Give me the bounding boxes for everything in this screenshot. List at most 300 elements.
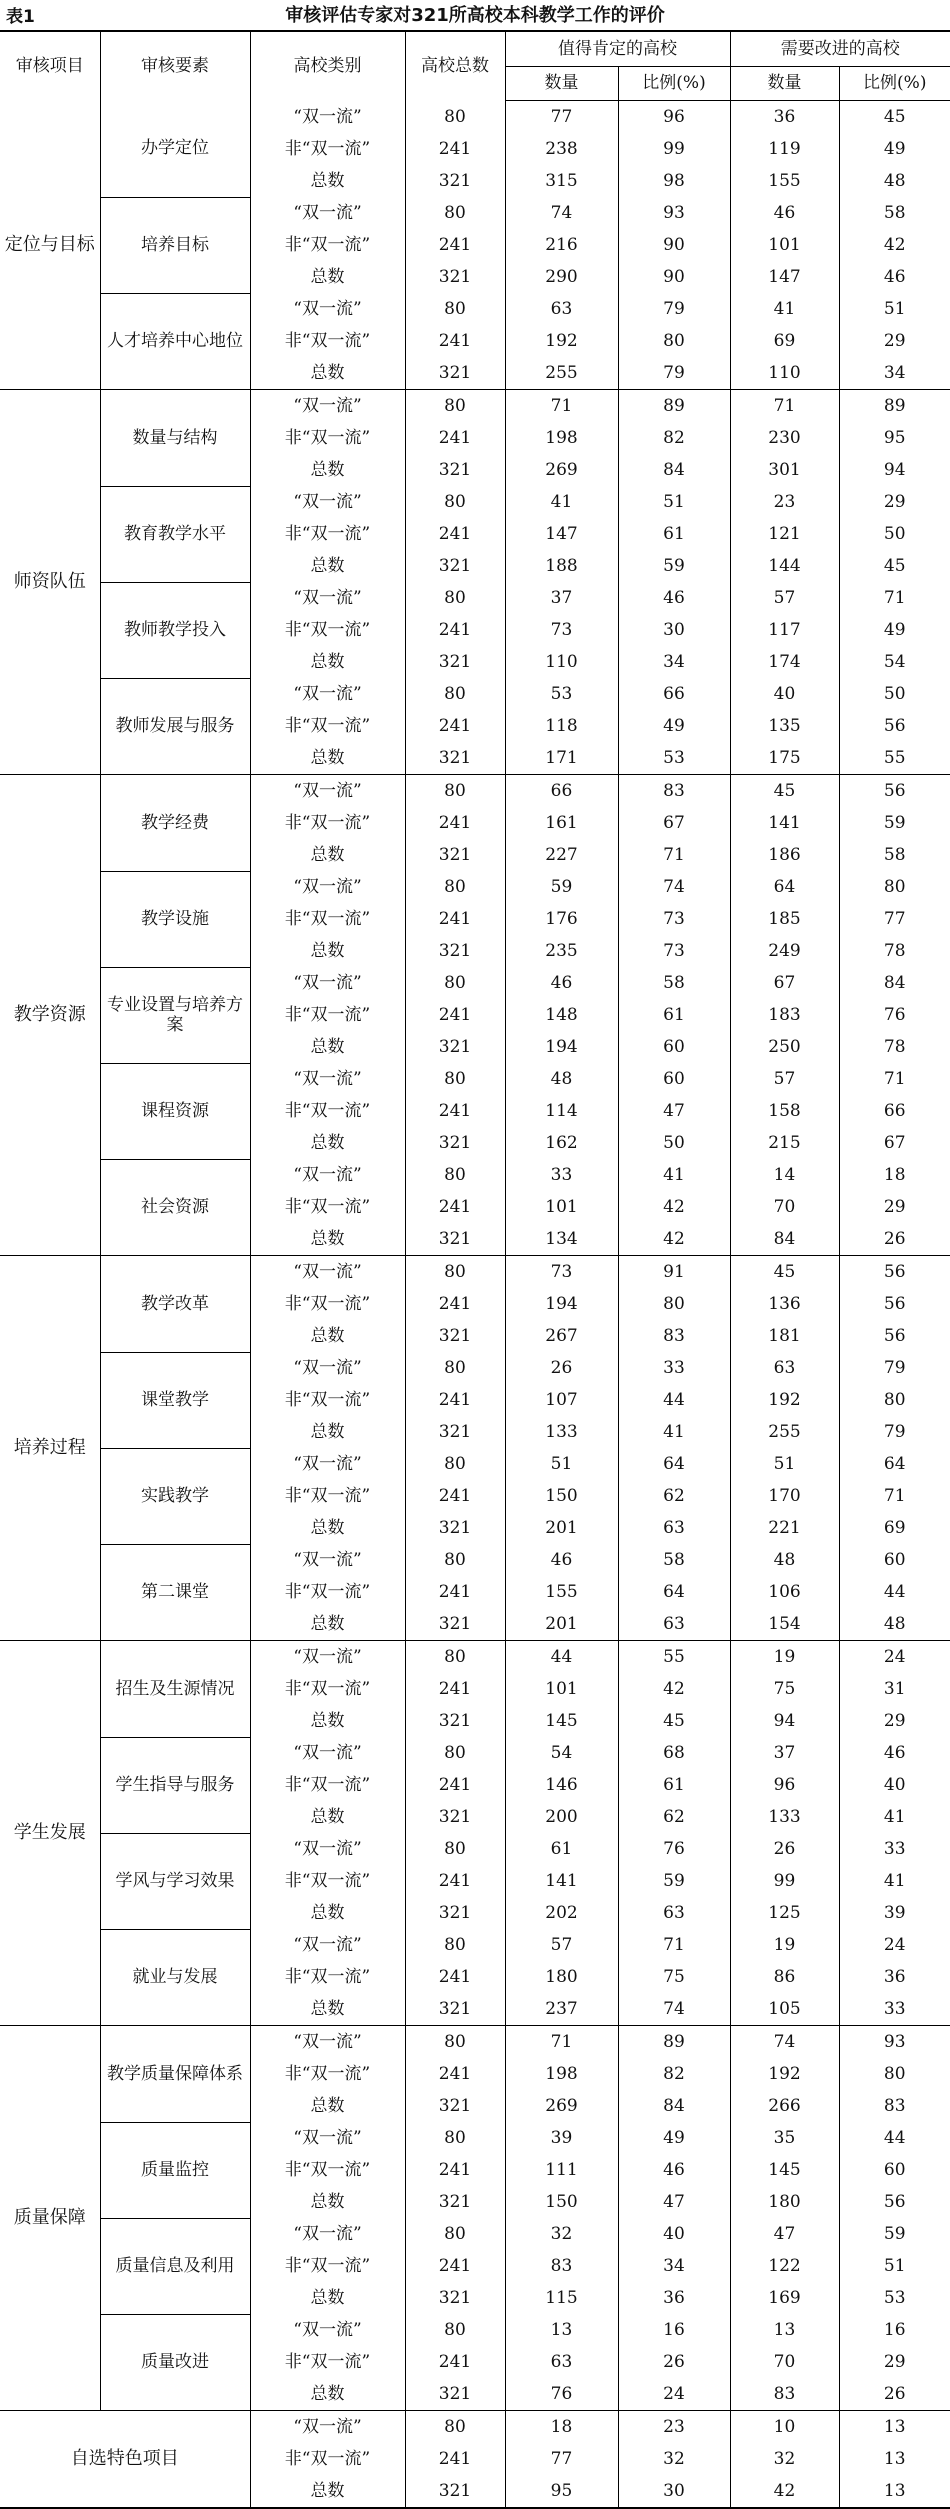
positive-count-cell: 255 (505, 357, 618, 390)
total-cell: 80 (405, 1737, 505, 1769)
table-body (0, 101, 950, 2509)
audit-item-cell: 师资队伍 (0, 390, 100, 775)
audit-element-cell: 第二课堂 (100, 1544, 250, 1641)
improve-ratio-cell: 24 (839, 1929, 950, 1961)
total-cell: 80 (405, 1159, 505, 1191)
positive-ratio-cell: 42 (618, 1223, 730, 1256)
total-cell: 80 (405, 1641, 505, 1674)
category-cell: 总数 (250, 1897, 405, 1929)
category-cell: 总数 (250, 1031, 405, 1063)
improve-ratio-cell: 29 (839, 1705, 950, 1737)
audit-item-cell: 培养过程 (0, 1256, 100, 1641)
total-cell: 241 (405, 2443, 505, 2475)
improve-ratio-cell: 44 (839, 2122, 950, 2154)
table-row (0, 1929, 950, 1961)
table-row (0, 871, 950, 903)
positive-count-cell: 150 (505, 2186, 618, 2218)
positive-ratio-cell: 79 (618, 293, 730, 325)
positive-count-cell: 46 (505, 967, 618, 999)
improve-ratio-cell: 51 (839, 293, 950, 325)
positive-count-cell: 44 (505, 1641, 618, 1674)
positive-ratio-cell: 75 (618, 1961, 730, 1993)
header-positive-group: 值得肯定的高校 (505, 31, 730, 67)
category-cell: 总数 (250, 1416, 405, 1448)
positive-ratio-cell: 80 (618, 1288, 730, 1320)
total-cell: 80 (405, 775, 505, 808)
positive-count-cell: 63 (505, 2346, 618, 2378)
total-cell: 80 (405, 293, 505, 325)
audit-element-cell: 学生指导与服务 (100, 1737, 250, 1833)
total-cell: 241 (405, 1576, 505, 1608)
positive-count-cell: 150 (505, 1480, 618, 1512)
positive-ratio-cell: 49 (618, 2122, 730, 2154)
audit-element-cell: 办学定位 (100, 101, 250, 198)
total-cell: 80 (405, 101, 505, 134)
improve-ratio-cell: 84 (839, 967, 950, 999)
improve-ratio-cell: 31 (839, 1673, 950, 1705)
positive-ratio-cell: 42 (618, 1191, 730, 1223)
improve-ratio-cell: 59 (839, 2218, 950, 2250)
audit-element-cell: 教师发展与服务 (100, 678, 250, 775)
improve-count-cell: 45 (730, 775, 839, 808)
improve-count-cell: 40 (730, 678, 839, 710)
audit-element-cell: 实践教学 (100, 1448, 250, 1544)
improve-count-cell: 46 (730, 197, 839, 229)
total-cell: 321 (405, 742, 505, 775)
positive-ratio-cell: 30 (618, 2475, 730, 2508)
improve-count-cell: 14 (730, 1159, 839, 1191)
positive-ratio-cell: 60 (618, 1063, 730, 1095)
improve-ratio-cell: 80 (839, 2058, 950, 2090)
header-improve-ratio: 比例(%) (839, 67, 950, 101)
positive-ratio-cell: 68 (618, 1737, 730, 1769)
positive-count-cell: 76 (505, 2378, 618, 2411)
table-row (0, 1063, 950, 1095)
improve-ratio-cell: 45 (839, 101, 950, 134)
improve-ratio-cell: 49 (839, 133, 950, 165)
positive-count-cell: 54 (505, 1737, 618, 1769)
total-cell: 321 (405, 1512, 505, 1544)
category-cell: “双一流” (250, 390, 405, 423)
improve-ratio-cell: 50 (839, 678, 950, 710)
positive-ratio-cell: 99 (618, 133, 730, 165)
positive-count-cell: 235 (505, 935, 618, 967)
positive-ratio-cell: 82 (618, 422, 730, 454)
category-cell: “双一流” (250, 1544, 405, 1576)
positive-count-cell: 200 (505, 1801, 618, 1833)
positive-count-cell: 95 (505, 2475, 618, 2508)
positive-ratio-cell: 80 (618, 325, 730, 357)
improve-count-cell: 221 (730, 1512, 839, 1544)
improve-ratio-cell: 78 (839, 935, 950, 967)
improve-count-cell: 35 (730, 2122, 839, 2154)
improve-ratio-cell: 46 (839, 1737, 950, 1769)
category-cell: 总数 (250, 1127, 405, 1159)
total-cell: 321 (405, 1801, 505, 1833)
positive-ratio-cell: 62 (618, 1480, 730, 1512)
improve-ratio-cell: 71 (839, 1480, 950, 1512)
positive-count-cell: 71 (505, 390, 618, 423)
category-cell: “双一流” (250, 1448, 405, 1480)
category-cell: “双一流” (250, 582, 405, 614)
improve-count-cell: 75 (730, 1673, 839, 1705)
total-cell: 241 (405, 1769, 505, 1801)
improve-count-cell: 84 (730, 1223, 839, 1256)
improve-count-cell: 145 (730, 2154, 839, 2186)
improve-ratio-cell: 48 (839, 1608, 950, 1641)
audit-element-cell: 教学设施 (100, 871, 250, 967)
positive-ratio-cell: 73 (618, 903, 730, 935)
total-cell: 80 (405, 1544, 505, 1576)
positive-count-cell: 73 (505, 614, 618, 646)
improve-count-cell: 45 (730, 1256, 839, 1289)
category-cell: “双一流” (250, 293, 405, 325)
audit-item-cell: 教学资源 (0, 775, 100, 1256)
category-cell: 非“双一流” (250, 1769, 405, 1801)
audit-element-cell: 教学经费 (100, 775, 250, 872)
improve-count-cell: 19 (730, 1641, 839, 1674)
total-cell: 80 (405, 2026, 505, 2059)
category-cell: “双一流” (250, 2218, 405, 2250)
audit-element-cell: 质量信息及利用 (100, 2218, 250, 2314)
category-cell: 非“双一流” (250, 2346, 405, 2378)
category-cell: 非“双一流” (250, 2058, 405, 2090)
improve-count-cell: 70 (730, 1191, 839, 1223)
category-cell: 非“双一流” (250, 903, 405, 935)
audit-element-cell: 课堂教学 (100, 1352, 250, 1448)
header-item: 审核项目 (15, 56, 84, 77)
table-row (0, 678, 950, 710)
positive-count-cell: 192 (505, 325, 618, 357)
header-category: 高校类别 (250, 31, 405, 101)
positive-count-cell: 46 (505, 1544, 618, 1576)
improve-count-cell: 42 (730, 2475, 839, 2508)
total-cell: 80 (405, 390, 505, 423)
improve-count-cell: 70 (730, 2346, 839, 2378)
total-cell: 241 (405, 1095, 505, 1127)
category-cell: 总数 (250, 2475, 405, 2508)
audit-element-cell: 教育教学水平 (100, 486, 250, 582)
category-cell: 非“双一流” (250, 1095, 405, 1127)
improve-ratio-cell: 93 (839, 2026, 950, 2059)
total-cell: 241 (405, 325, 505, 357)
improve-ratio-cell: 60 (839, 2154, 950, 2186)
category-cell: 总数 (250, 2090, 405, 2122)
improve-count-cell: 119 (730, 133, 839, 165)
positive-count-cell: 145 (505, 1705, 618, 1737)
improve-ratio-cell: 95 (839, 422, 950, 454)
improve-count-cell: 121 (730, 518, 839, 550)
improve-count-cell: 230 (730, 422, 839, 454)
improve-ratio-cell: 71 (839, 1063, 950, 1095)
audit-element-cell: 质量监控 (100, 2122, 250, 2218)
total-cell: 241 (405, 1480, 505, 1512)
category-cell: “双一流” (250, 197, 405, 229)
total-cell: 241 (405, 1865, 505, 1897)
positive-ratio-cell: 90 (618, 229, 730, 261)
category-cell: “双一流” (250, 2122, 405, 2154)
category-cell: “双一流” (250, 486, 405, 518)
category-cell: 总数 (250, 646, 405, 678)
positive-count-cell: 74 (505, 197, 618, 229)
table-row (0, 2026, 950, 2059)
audit-element-cell: 质量改进 (100, 2314, 250, 2411)
header-element: 审核要素 (100, 31, 250, 101)
positive-ratio-cell: 47 (618, 2186, 730, 2218)
improve-count-cell: 175 (730, 742, 839, 775)
positive-count-cell: 66 (505, 775, 618, 808)
positive-count-cell: 162 (505, 1127, 618, 1159)
improve-count-cell: 36 (730, 101, 839, 134)
positive-ratio-cell: 89 (618, 2026, 730, 2059)
positive-ratio-cell: 33 (618, 1352, 730, 1384)
positive-count-cell: 114 (505, 1095, 618, 1127)
improve-count-cell: 105 (730, 1993, 839, 2026)
improve-count-cell: 19 (730, 1929, 839, 1961)
improve-ratio-cell: 50 (839, 518, 950, 550)
audit-item-cell: 定位与目标 (4, 233, 95, 255)
total-cell: 241 (405, 2058, 505, 2090)
positive-ratio-cell: 61 (618, 1769, 730, 1801)
evaluation-table (0, 30, 950, 2509)
total-cell: 80 (405, 1929, 505, 1961)
improve-ratio-cell: 94 (839, 454, 950, 486)
improve-count-cell: 147 (730, 261, 839, 293)
positive-count-cell: 39 (505, 2122, 618, 2154)
total-cell: 80 (405, 1256, 505, 1289)
positive-count-cell: 115 (505, 2282, 618, 2314)
total-cell: 80 (405, 678, 505, 710)
improve-count-cell: 47 (730, 2218, 839, 2250)
category-cell: “双一流” (250, 1929, 405, 1961)
positive-count-cell: 57 (505, 1929, 618, 1961)
table-row (0, 2411, 950, 2444)
category-cell: “双一流” (250, 2026, 405, 2059)
total-cell: 321 (405, 357, 505, 390)
total-cell: 80 (405, 486, 505, 518)
category-cell: “双一流” (250, 1641, 405, 1674)
improve-ratio-cell: 55 (839, 742, 950, 775)
category-cell: 总数 (250, 1320, 405, 1352)
total-cell: 321 (405, 1608, 505, 1641)
improve-ratio-cell: 26 (839, 2378, 950, 2411)
improve-ratio-cell: 56 (839, 1256, 950, 1289)
total-cell: 321 (405, 2090, 505, 2122)
table-row (0, 2122, 950, 2154)
positive-ratio-cell: 36 (618, 2282, 730, 2314)
category-cell: 非“双一流” (250, 1288, 405, 1320)
improve-count-cell: 83 (730, 2378, 839, 2411)
positive-count-cell: 198 (505, 422, 618, 454)
positive-ratio-cell: 63 (618, 1608, 730, 1641)
positive-count-cell: 59 (505, 871, 618, 903)
total-cell: 80 (405, 1063, 505, 1095)
category-cell: 非“双一流” (250, 710, 405, 742)
total-cell: 321 (405, 1993, 505, 2026)
improve-count-cell: 192 (730, 1384, 839, 1416)
positive-ratio-cell: 34 (618, 646, 730, 678)
improve-count-cell: 255 (730, 1416, 839, 1448)
total-cell: 321 (405, 2475, 505, 2508)
improve-ratio-cell: 29 (839, 1191, 950, 1223)
category-cell: 总数 (250, 550, 405, 582)
positive-count-cell: 134 (505, 1223, 618, 1256)
category-cell: “双一流” (250, 1159, 405, 1191)
total-cell: 80 (405, 1833, 505, 1865)
total-cell: 241 (405, 2346, 505, 2378)
table-row (0, 1641, 950, 1674)
table-label: 表1 (6, 7, 35, 27)
total-cell: 80 (405, 1448, 505, 1480)
positive-ratio-cell: 50 (618, 1127, 730, 1159)
total-cell: 241 (405, 999, 505, 1031)
positive-count-cell: 194 (505, 1288, 618, 1320)
total-cell: 321 (405, 1031, 505, 1063)
improve-count-cell: 249 (730, 935, 839, 967)
total-cell: 321 (405, 1897, 505, 1929)
positive-count-cell: 171 (505, 742, 618, 775)
positive-ratio-cell: 51 (618, 486, 730, 518)
total-cell: 80 (405, 2122, 505, 2154)
improve-count-cell: 250 (730, 1031, 839, 1063)
category-cell: 非“双一流” (250, 2154, 405, 2186)
improve-ratio-cell: 56 (839, 1320, 950, 1352)
positive-count-cell: 101 (505, 1191, 618, 1223)
total-cell: 321 (405, 839, 505, 871)
positive-ratio-cell: 26 (618, 2346, 730, 2378)
improve-count-cell: 86 (730, 1961, 839, 1993)
improve-count-cell: 48 (730, 1544, 839, 1576)
improve-count-cell: 32 (730, 2443, 839, 2475)
positive-count-cell: 176 (505, 903, 618, 935)
improve-ratio-cell: 89 (839, 390, 950, 423)
positive-count-cell: 83 (505, 2250, 618, 2282)
improve-count-cell: 125 (730, 1897, 839, 1929)
improve-count-cell: 96 (730, 1769, 839, 1801)
positive-count-cell: 198 (505, 2058, 618, 2090)
total-cell: 241 (405, 422, 505, 454)
improve-ratio-cell: 79 (839, 1352, 950, 1384)
total-cell: 321 (405, 1705, 505, 1737)
total-cell: 321 (405, 646, 505, 678)
improve-ratio-cell: 44 (839, 1576, 950, 1608)
total-cell: 321 (405, 2378, 505, 2411)
positive-count-cell: 269 (505, 2090, 618, 2122)
audit-item-cell: 学生发展 (0, 1641, 100, 2026)
improve-count-cell: 110 (730, 357, 839, 390)
improve-ratio-cell: 76 (839, 999, 950, 1031)
improve-count-cell: 63 (730, 1352, 839, 1384)
positive-ratio-cell: 55 (618, 1641, 730, 1674)
positive-ratio-cell: 24 (618, 2378, 730, 2411)
category-cell: “双一流” (250, 2411, 405, 2444)
improve-ratio-cell: 56 (839, 1288, 950, 1320)
category-cell: 非“双一流” (250, 133, 405, 165)
improve-count-cell: 69 (730, 325, 839, 357)
positive-count-cell: 101 (505, 1673, 618, 1705)
improve-count-cell: 181 (730, 1320, 839, 1352)
improve-ratio-cell: 41 (839, 1801, 950, 1833)
total-cell: 80 (405, 197, 505, 229)
category-cell: 总数 (250, 2282, 405, 2314)
positive-count-cell: 155 (505, 1576, 618, 1608)
improve-ratio-cell: 13 (839, 2411, 950, 2444)
positive-ratio-cell: 40 (618, 2218, 730, 2250)
positive-count-cell: 18 (505, 2411, 618, 2444)
total-cell: 80 (405, 582, 505, 614)
category-cell: “双一流” (250, 101, 405, 134)
positive-ratio-cell: 59 (618, 1865, 730, 1897)
table-row (0, 1544, 950, 1576)
total-cell: 241 (405, 2250, 505, 2282)
positive-count-cell: 194 (505, 1031, 618, 1063)
positive-ratio-cell: 47 (618, 1095, 730, 1127)
audit-element-cell: 社会资源 (100, 1159, 250, 1256)
improve-count-cell: 13 (730, 2314, 839, 2346)
improve-count-cell: 99 (730, 1865, 839, 1897)
header-positive-ratio: 比例(%) (618, 67, 730, 101)
positive-ratio-cell: 58 (618, 1544, 730, 1576)
positive-count-cell: 148 (505, 999, 618, 1031)
positive-count-cell: 188 (505, 550, 618, 582)
improve-ratio-cell: 67 (839, 1127, 950, 1159)
improve-ratio-cell: 56 (839, 2186, 950, 2218)
total-cell: 321 (405, 1127, 505, 1159)
table-title: 审核评估专家对321所高校本科教学工作的评价 (285, 5, 665, 26)
table-caption (0, 0, 950, 28)
improve-count-cell: 266 (730, 2090, 839, 2122)
category-cell: 非“双一流” (250, 1191, 405, 1223)
positive-count-cell: 37 (505, 582, 618, 614)
category-cell: 非“双一流” (250, 999, 405, 1031)
category-cell: 非“双一流” (250, 1480, 405, 1512)
improve-ratio-cell: 48 (839, 165, 950, 197)
table-row (0, 2314, 950, 2346)
table-row (0, 197, 950, 229)
positive-count-cell: 63 (505, 293, 618, 325)
audit-element-cell: 教学改革 (100, 1256, 250, 1353)
total-cell: 241 (405, 710, 505, 742)
category-cell: “双一流” (250, 967, 405, 999)
improve-ratio-cell: 26 (839, 1223, 950, 1256)
table-row (0, 775, 950, 808)
category-cell: “双一流” (250, 678, 405, 710)
positive-count-cell: 33 (505, 1159, 618, 1191)
improve-ratio-cell: 58 (839, 197, 950, 229)
table-row (0, 101, 950, 134)
total-cell: 80 (405, 1352, 505, 1384)
positive-ratio-cell: 41 (618, 1159, 730, 1191)
improve-count-cell: 57 (730, 1063, 839, 1095)
table-row (0, 390, 950, 423)
total-cell: 321 (405, 2282, 505, 2314)
table-row (0, 486, 950, 518)
improve-count-cell: 136 (730, 1288, 839, 1320)
improve-count-cell: 141 (730, 807, 839, 839)
positive-count-cell: 41 (505, 486, 618, 518)
improve-ratio-cell: 77 (839, 903, 950, 935)
improve-ratio-cell: 58 (839, 839, 950, 871)
improve-ratio-cell: 33 (839, 1833, 950, 1865)
category-cell: 总数 (250, 2186, 405, 2218)
audit-element-cell: 课程资源 (100, 1063, 250, 1159)
positive-count-cell: 53 (505, 678, 618, 710)
improve-ratio-cell: 71 (839, 582, 950, 614)
total-cell: 80 (405, 2314, 505, 2346)
improve-count-cell: 183 (730, 999, 839, 1031)
positive-ratio-cell: 64 (618, 1448, 730, 1480)
total-cell: 241 (405, 1288, 505, 1320)
